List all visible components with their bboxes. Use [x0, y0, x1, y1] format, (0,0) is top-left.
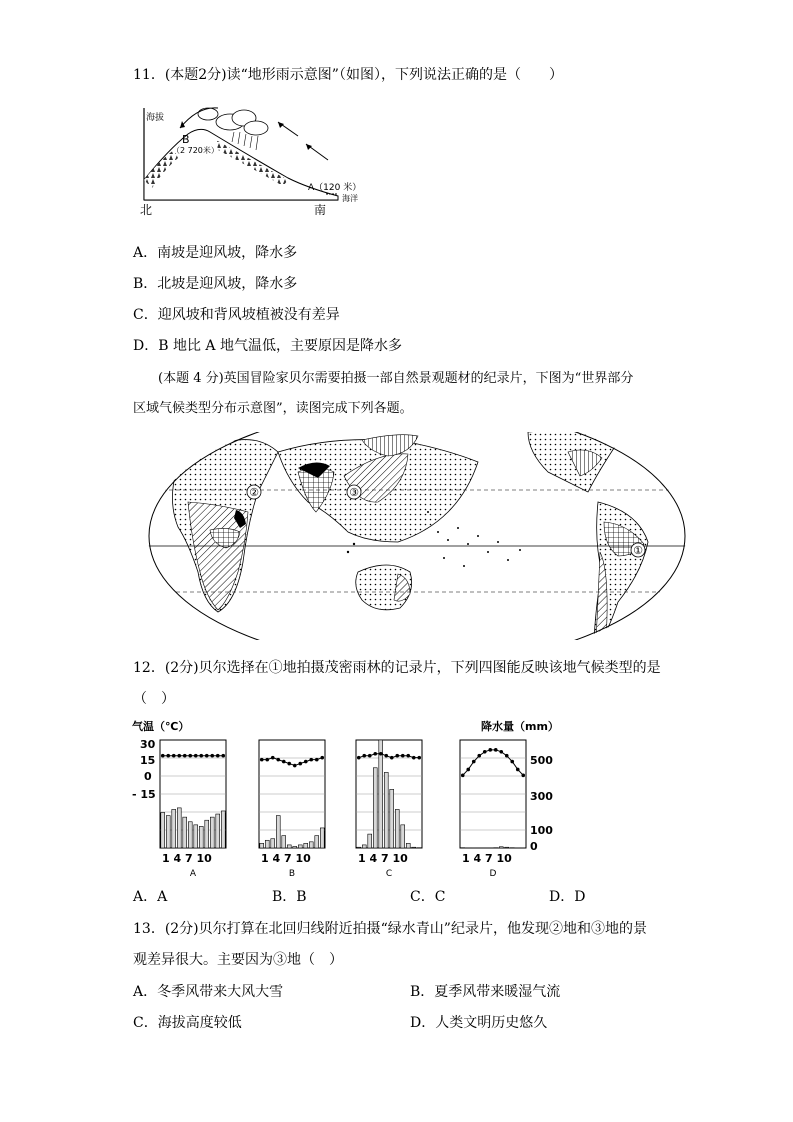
point-b-label: B — [182, 133, 190, 146]
temperature-point-D-2 — [466, 768, 470, 772]
q12-stem: 12．(2分)贝尔选择在①地拍摄茂密雨林的记录片，下列四图能反映该地气候类型的是 — [133, 660, 661, 676]
temperature-point-D-6 — [488, 748, 492, 752]
svg-text:③: ③ — [349, 486, 359, 499]
temperature-point-B-12 — [320, 756, 324, 760]
temperature-point-D-7 — [494, 748, 498, 752]
precip-bar-C-2 — [362, 845, 366, 848]
q12-option-a[interactable]: A．A — [133, 889, 168, 905]
intro-line-1: (本题 4 分)英国冒险家贝尔需要拍摄一部自然景观题材的纪录片，下图为“世界部分 — [158, 371, 634, 386]
precip-bar-D-9 — [505, 847, 509, 848]
temperature-point-A-2 — [166, 754, 170, 758]
temperature-point-C-2 — [362, 754, 366, 758]
precip-bar-C-1 — [357, 847, 361, 848]
point-b-elevation: （2 720米） — [172, 146, 219, 155]
temperature-point-C-10 — [406, 754, 410, 758]
svg-text:②: ② — [249, 486, 259, 499]
panel-label-D: D — [489, 869, 497, 878]
temperature-point-A-4 — [177, 754, 181, 758]
q13-option-b[interactable]: B．夏季风带来暖湿气流 — [410, 984, 561, 1000]
temperature-point-B-9 — [304, 760, 308, 764]
temperature-point-D-8 — [499, 750, 503, 754]
temperature-point-D-12 — [521, 774, 525, 778]
temperature-point-B-4 — [276, 758, 280, 762]
temperature-point-B-7 — [293, 764, 297, 768]
temperature-point-D-5 — [483, 750, 487, 754]
q13-option-a[interactable]: A．冬季风带来大风大雪 — [133, 984, 284, 1000]
temperature-point-C-11 — [412, 756, 416, 760]
precip-bar-D-8 — [499, 847, 503, 848]
south-label: 南 — [314, 203, 327, 217]
temperature-point-D-10 — [510, 760, 514, 764]
precip-bar-A-11 — [216, 814, 220, 848]
q11-option-a[interactable]: A．南坡是迎风坡，降水多 — [133, 245, 298, 261]
precip-bar-A-5 — [183, 817, 187, 848]
precip-bar-C-8 — [395, 809, 399, 848]
precip-bar-C-7 — [390, 789, 394, 848]
precip-bar-B-10 — [309, 842, 313, 848]
temperature-point-B-8 — [298, 762, 302, 766]
precip-tick-100: 100 — [530, 824, 553, 837]
temperature-point-C-1 — [357, 756, 361, 760]
precip-bar-C-4 — [373, 768, 377, 848]
precip-bar-B-12 — [320, 828, 324, 848]
temperature-point-A-11 — [216, 754, 220, 758]
q11-option-b[interactable]: B．北坡是迎风坡，降水多 — [133, 276, 298, 292]
temperature-point-C-7 — [390, 756, 394, 760]
climate-panel-B — [259, 740, 325, 878]
precip-bar-A-8 — [199, 826, 203, 848]
climate-charts — [126, 716, 566, 878]
temp-tick-30: 30 — [140, 738, 156, 751]
precip-bar-B-5 — [282, 836, 286, 848]
temperature-point-A-9 — [205, 754, 209, 758]
precip-bar-A-7 — [194, 825, 198, 848]
q12-option-b[interactable]: B．B — [272, 889, 307, 905]
temperature-point-B-6 — [287, 762, 291, 766]
month-ticks: 1 4 7 10 — [358, 852, 408, 865]
q11-stem: 11．(本题2分)读“地形雨示意图”（如图），下列说法正确的是（ ） — [133, 67, 563, 83]
precip-bar-B-6 — [287, 845, 291, 848]
precip-bar-B-4 — [276, 816, 280, 848]
temperature-point-B-5 — [282, 760, 286, 764]
temperature-point-D-1 — [461, 774, 465, 778]
svg-text:①: ① — [633, 544, 643, 557]
temperature-point-C-3 — [368, 754, 372, 758]
precip-bar-C-9 — [401, 825, 405, 848]
marker-2 — [247, 485, 261, 499]
temperature-point-C-6 — [384, 754, 388, 758]
q12-option-d[interactable]: D．D — [549, 889, 586, 905]
precip-bar-B-1 — [260, 843, 264, 848]
orographic-rain-diagram — [138, 100, 368, 222]
temperature-axis-title: 气温（℃） — [132, 720, 190, 733]
q11-option-d[interactable]: D．B 地比 A 地气温低，主要原因是降水多 — [133, 338, 402, 354]
intro-line-2: 区域气候类型分布示意图”，读图完成下列各题。 — [133, 401, 413, 416]
precip-bar-B-8 — [298, 845, 302, 848]
precip-bar-B-3 — [271, 839, 275, 848]
temperature-point-A-7 — [194, 754, 198, 758]
temperature-point-D-4 — [477, 754, 481, 758]
temp-tick-15: 15 — [140, 754, 156, 767]
precip-bar-B-7 — [293, 846, 297, 848]
temperature-point-C-4 — [373, 752, 377, 756]
precip-bar-A-9 — [205, 820, 209, 848]
precip-bar-B-11 — [315, 836, 319, 848]
north-label: 北 — [140, 203, 153, 217]
precip-bar-A-12 — [221, 811, 225, 848]
point-a-label: A（120 米） — [308, 183, 362, 193]
q13-stem-line-2: 观差异很大。主要因为③地（ ） — [133, 952, 343, 968]
precip-bar-C-6 — [384, 772, 388, 848]
temperature-point-A-5 — [183, 754, 187, 758]
temperature-point-A-1 — [161, 754, 165, 758]
marker-3 — [347, 485, 361, 499]
precip-bar-B-9 — [304, 843, 308, 848]
precip-bar-C-11 — [412, 847, 416, 848]
q13-option-c[interactable]: C．海拔高度较低 — [133, 1015, 242, 1031]
temperature-point-C-8 — [395, 754, 399, 758]
precip-bar-A-6 — [188, 822, 192, 848]
panel-label-A: A — [189, 869, 197, 878]
panel-label-C: C — [385, 869, 393, 878]
precip-bar-A-2 — [166, 816, 170, 848]
month-ticks: 1 4 7 10 — [162, 852, 212, 865]
temp-tick-minus15: - 15 — [132, 788, 156, 801]
climate-panel-C — [356, 740, 422, 878]
precip-bar-A-10 — [210, 817, 214, 848]
temperature-point-B-1 — [260, 758, 264, 762]
temperature-point-B-3 — [271, 756, 275, 760]
panel-label-B: B — [288, 869, 296, 878]
precip-tick-500: 500 — [530, 754, 553, 767]
temperature-point-A-10 — [210, 754, 214, 758]
y-axis-label: 海拔 — [146, 113, 165, 123]
temperature-point-B-2 — [265, 758, 269, 762]
precip-bar-A-4 — [177, 808, 181, 848]
temperature-point-A-8 — [199, 754, 203, 758]
precip-bar-C-10 — [406, 843, 410, 848]
precip-bar-C-5 — [379, 740, 383, 848]
month-ticks: 1 4 7 10 — [462, 852, 512, 865]
temperature-point-A-6 — [188, 754, 192, 758]
temp-tick-0: 0 — [144, 770, 152, 783]
precipitation-axis-title: 降水量（mm） — [481, 720, 559, 733]
temperature-point-C-5 — [379, 752, 383, 756]
temperature-point-C-12 — [417, 756, 421, 760]
marker-1 — [631, 543, 645, 557]
precip-bar-C-3 — [368, 834, 372, 848]
temperature-point-B-10 — [309, 758, 313, 762]
climate-panel-D — [460, 740, 526, 878]
temperature-point-D-3 — [472, 760, 476, 764]
precip-bar-A-1 — [161, 813, 165, 848]
temperature-point-A-3 — [172, 754, 176, 758]
world-climate-map — [148, 432, 686, 640]
q12-paren: （ ） — [133, 691, 175, 707]
q12-option-c[interactable]: C．C — [410, 889, 446, 905]
precip-bar-B-2 — [265, 840, 269, 848]
precip-tick-0: 0 — [530, 840, 538, 853]
temperature-point-D-9 — [505, 754, 509, 758]
q13-option-d[interactable]: D．人类文明历史悠久 — [410, 1015, 548, 1031]
month-ticks: 1 4 7 10 — [261, 852, 311, 865]
temperature-point-B-11 — [315, 758, 319, 762]
q11-option-c[interactable]: C．迎风坡和背风坡植被没有差异 — [133, 307, 340, 323]
precip-tick-300: 300 — [530, 790, 553, 803]
climate-panel-A — [160, 740, 226, 878]
temperature-point-D-11 — [516, 768, 520, 772]
precip-bar-A-3 — [172, 809, 176, 848]
q13-stem-line-1: 13．(2分)贝尔打算在北回归线附近拍摄“绿水青山”纪录片，他发现②地和③地的景 — [133, 921, 647, 937]
temperature-point-A-12 — [221, 754, 225, 758]
sea-label: 海洋 — [342, 194, 358, 203]
temperature-point-C-9 — [401, 754, 405, 758]
